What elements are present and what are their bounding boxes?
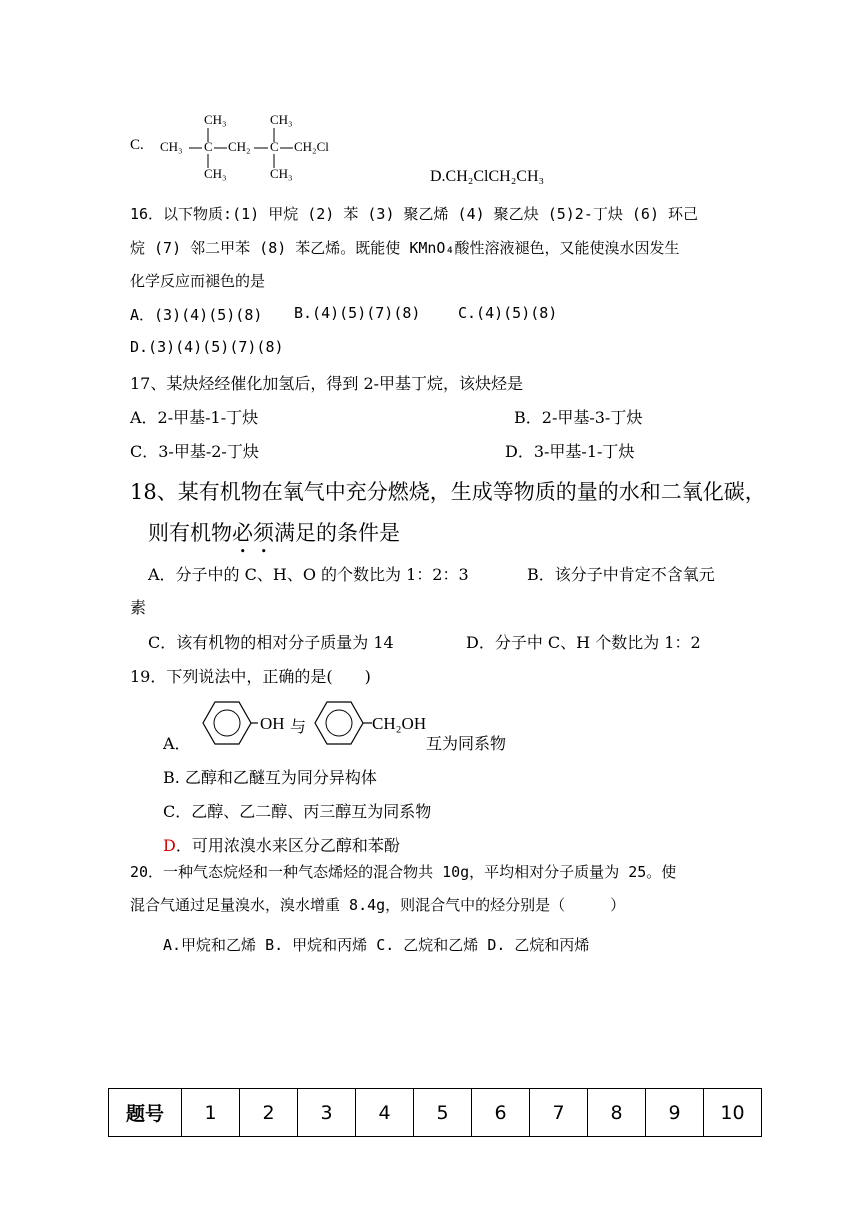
q20-line-2: 混合气通过足量溴水，溴水增重 8.4g，则混合气中的烃分别是（ ） (130, 896, 626, 914)
answer-table-cell: 3 (298, 1089, 356, 1137)
answer-table-cell: 7 (530, 1089, 588, 1137)
benzyl-ch2oh-group: CH₂OH (372, 714, 427, 733)
q17-stem: 17、某炔烃经催化加氢后，得到 2-甲基丁烷，该炔烃是 (130, 374, 524, 393)
formula-top-methyl-2: CH₃ (270, 112, 293, 127)
answer-table-cell: 10 (704, 1089, 762, 1137)
q18-option-a: A．分子中的 C、H、O 的个数比为 1：2：3 (148, 565, 469, 584)
formula-bonds (150, 118, 350, 178)
q15-c-label: C. (130, 137, 144, 153)
formula-main-c1: C (204, 139, 213, 154)
q19-option-a-label: A． (163, 734, 191, 753)
answer-table-cell: 9 (646, 1089, 704, 1137)
formula-main-ch2cl: CH₂Cl (294, 139, 329, 154)
q17-option-c: C．3-甲基-2-丁炔 (130, 442, 259, 461)
answer-table-header-row (109, 1089, 762, 1137)
answer-table-cell: 1 (182, 1089, 240, 1137)
formula-main-c2: C (270, 139, 279, 154)
q18-option-c: C．该有机物的相对分子质量为 14 (148, 633, 394, 652)
q16-line-2: 烷 (7) 邻二甲苯 (8) 苯乙烯。既能使 KMnO₄酸性溶液褪色，又能使溴水因发生 (130, 239, 680, 257)
q17-option-b: B．2-甲基-3-丁炔 (514, 408, 643, 427)
q16-option-b: B.(4)(5)(7)(8) (294, 304, 421, 322)
q19-stem: 19．下列说法中，正确的是( ) (130, 667, 371, 686)
q18-line-2: 则有机物必须满足的条件是 (148, 521, 400, 545)
q18-option-b-cont: 素 (130, 598, 147, 617)
q18-option-b: B．该分子中肯定不含氧元 (527, 565, 715, 584)
q19-answer-marker: D (163, 836, 176, 855)
answer-table-cell: 6 (472, 1089, 530, 1137)
formula-bottom-methyl-2: CH₃ (270, 166, 293, 181)
answer-table-cell: 8 (588, 1089, 646, 1137)
q16-line-1: 16．以下物质:(1) 甲烷 (2) 苯 (3) 聚乙烯 (4) 聚乙炔 (5)2-丁炔 (6) 环己 (130, 205, 699, 223)
q19-connector: 与 (290, 717, 307, 736)
q19-option-a-tail: 互为同系物 (426, 734, 507, 753)
phenol-benzene-ring (198, 698, 258, 750)
q18-option-d: D．分子中 C、H 个数比为 1：2 (466, 633, 701, 652)
answer-table-cell: 5 (414, 1089, 472, 1137)
answer-table-header: 题号 (109, 1089, 182, 1137)
formula-top-methyl-1: CH₃ (204, 112, 227, 127)
phenol-oh-group: OH (260, 714, 285, 733)
q19-option-d: D．可用浓溴水来区分乙醇和苯酚 (163, 836, 400, 855)
q20-line-1: 20．一种气态烷烃和一种气态烯烃的混合物共 10g，平均相对分子质量为 25。使 (130, 863, 677, 881)
q17-option-d: D．3-甲基-1-丁炔 (505, 442, 635, 461)
formula-bottom-methyl-1: CH₃ (204, 166, 227, 181)
answer-table (108, 1088, 762, 1137)
q20-options: A.甲烷和乙烯 B. 甲烷和丙烯 C. 乙烷和乙烯 D. 乙烷和丙烯 (163, 936, 590, 954)
q16-option-c: C.(4)(5)(8) (458, 304, 558, 322)
q17-option-a: A．2-甲基-1-丁炔 (130, 408, 259, 427)
q16-line-3: 化学反应而褪色的是 (130, 272, 266, 290)
answer-table-cell: 2 (240, 1089, 298, 1137)
q19-option-c: C．乙醇、乙二醇、丙三醇互为同系物 (163, 802, 432, 821)
q18-emphasis: 必须 (232, 521, 274, 545)
q16-option-a: A．(3)(4)(5)(8) (130, 306, 263, 324)
benzyl-alcohol-benzene-ring (310, 698, 372, 750)
answer-table-cell: 4 (356, 1089, 414, 1137)
q19-option-b: B. 乙醇和乙醚互为同分异构体 (163, 768, 377, 787)
q15-option-d: D.CH₂ClCH₂CH₃ (430, 168, 545, 185)
q16-option-d: D.(3)(4)(5)(7)(8) (130, 338, 284, 356)
q18-line-1: 18、某有机物在氧气中充分燃烧，生成等物质的量的水和二氧化碳， (130, 480, 766, 504)
formula-main-ch3: CH₃ (160, 139, 183, 154)
formula-main-ch2: CH₂ (228, 139, 251, 154)
